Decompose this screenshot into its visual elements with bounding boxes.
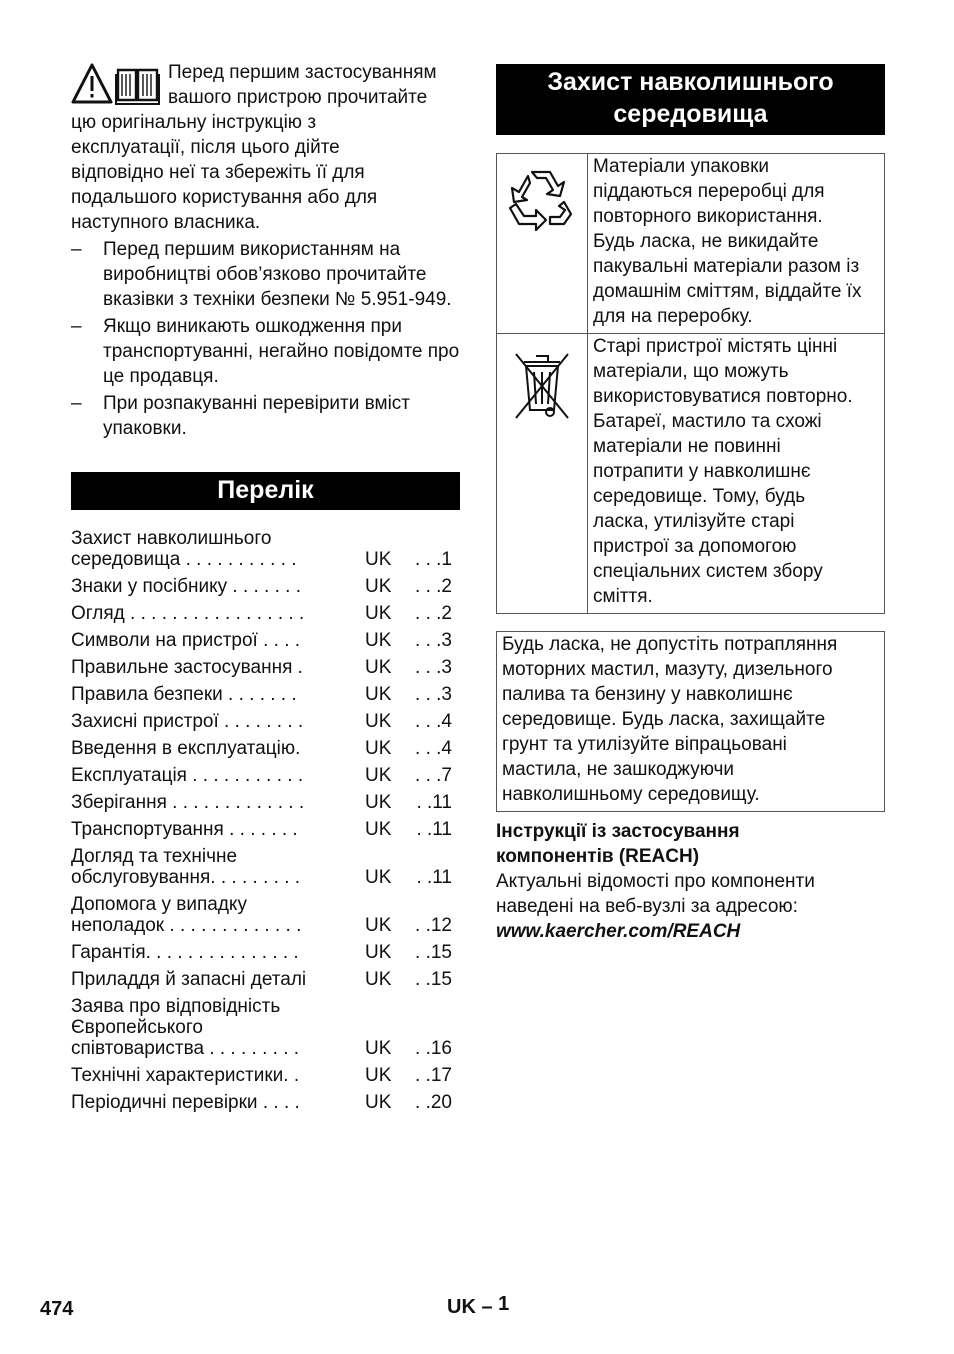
toc-entry[interactable] xyxy=(71,657,460,678)
note-line: моторних мастил, мазуту, дизельного xyxy=(502,659,833,680)
note-line: середовище. Будь ласка, захищайте xyxy=(502,709,826,730)
env-heading-line: середовища xyxy=(613,100,768,128)
toc-entry-lang: UK xyxy=(365,711,392,732)
recycle-icon xyxy=(504,164,580,234)
toc-entry-lang: UK xyxy=(365,942,392,963)
toc-entry-page: . . .4 xyxy=(415,738,452,759)
env-text-line: матеріали не повинні xyxy=(593,436,781,457)
toc-entry-page: . . .4 xyxy=(415,711,452,732)
toc-entry-title: Догляд та технічне обслуговування. . . . . . . . . xyxy=(71,846,301,888)
toc-entry-page: . .11 xyxy=(416,792,452,813)
toc-entry[interactable] xyxy=(71,684,460,705)
toc-entry-lang: UK xyxy=(365,915,392,936)
toc-entry-title: Технічні характеристики. . xyxy=(71,1065,300,1086)
bullet-dash: – xyxy=(71,316,82,337)
env-text-line: потрапити у навколишнє xyxy=(593,461,811,482)
toc-entry[interactable] xyxy=(71,969,460,990)
note-line: грунт та утилізуйте віпрацьовані xyxy=(502,734,787,755)
bullet-item xyxy=(71,237,460,312)
toc-entry[interactable] xyxy=(71,711,460,732)
warning-manual-icon xyxy=(71,62,161,106)
toc-entry-title: Правила безпеки . . . . . . . xyxy=(71,684,297,705)
intro-line: вашого пристрою прочитайте xyxy=(168,87,428,108)
toc-entry-page: . . .2 xyxy=(415,603,452,624)
env-text-line: Батареї, мастило та схожі xyxy=(593,411,822,432)
env-icon-cell xyxy=(497,154,588,334)
reach-text-line: наведені на веб-вузлі за адресою: xyxy=(496,896,798,917)
toc-entry-lang: UK xyxy=(365,1092,392,1113)
toc-entry-page: . . .2 xyxy=(415,576,452,597)
toc-entry-title: Транспортування . . . . . . . xyxy=(71,819,298,840)
toc-entry-title: Захисні пристрої . . . . . . . . xyxy=(71,711,304,732)
reach-heading-line: компонентів (REACH) xyxy=(496,846,700,867)
toc-entry[interactable] xyxy=(71,738,460,759)
toc-entry-title: Знаки у посібнику . . . . . . . xyxy=(71,576,302,597)
toc-entry-title: Огляд . . . . . . . . . . . . . . . . . xyxy=(71,603,305,624)
env-text-line: Будь ласка, не викидайте xyxy=(593,231,819,252)
env-text-line: ласка, утилізуйте старі xyxy=(593,511,795,532)
left-column xyxy=(71,60,460,443)
toc-entry-page: . .20 xyxy=(415,1092,452,1113)
env-text-line: матеріали, що можуть xyxy=(593,361,789,382)
toc-entry-page: . .12 xyxy=(415,915,452,936)
intro-line: цю оригінальну інструкцію з xyxy=(71,112,317,133)
bullet-item xyxy=(71,314,460,389)
toc-entry[interactable] xyxy=(71,765,460,786)
note-line: Будь ласка, не допустіть потрапляння xyxy=(502,634,838,655)
toc-entry-lang: UK xyxy=(365,738,392,759)
toc-entry-page: . .15 xyxy=(415,969,452,990)
toc-entry[interactable] xyxy=(71,1092,460,1113)
reach-text-line: Актуальні відомості про компоненти xyxy=(496,871,815,892)
toc-entry-title: Правильне застосування . xyxy=(71,657,303,678)
footer-lang-label: UK – xyxy=(447,1296,493,1318)
toc-entry-title: Заява про відповідність Європейського співтовариства . . . . . . . . . xyxy=(71,996,300,1059)
footer-lang-page xyxy=(447,1293,510,1319)
toc-entry-lang: UK xyxy=(365,1038,392,1059)
toc-entry-title: Приладдя й запасні деталі xyxy=(71,969,307,990)
env-text-line: для на переробку. xyxy=(593,306,753,327)
toc-entry-title: Періодичні перевірки . . . . xyxy=(71,1092,300,1113)
reach-link[interactable]: www.kaercher.com/REACH xyxy=(496,921,741,942)
env-text-line: повторного використання. xyxy=(593,206,823,227)
safety-bullet-list xyxy=(71,237,460,441)
toc-entry-title: Експлуатація . . . . . . . . . . . xyxy=(71,765,304,786)
env-text-line: Матеріали упаковки xyxy=(593,156,770,177)
note-line: палива та бензину у навколишнє xyxy=(502,684,793,705)
toc-entry-title: Символи на пристрої . . . . xyxy=(71,630,301,651)
page-number: 474 xyxy=(40,1298,74,1320)
env-text-line: домашнім сміттям, віддайте їх xyxy=(593,281,862,302)
reach-heading-line: Інструкції із застосування xyxy=(496,821,740,842)
toc-entry-page: . . .3 xyxy=(415,657,452,678)
toc-entry-title: Зберігання . . . . . . . . . . . . . xyxy=(71,792,305,813)
toc-entry-lang: UK xyxy=(365,867,392,888)
intro-line: відповідно неї та збережіть її для xyxy=(71,162,365,183)
toc-entry-lang: UK xyxy=(365,969,392,990)
toc-entry[interactable] xyxy=(71,792,460,813)
toc-entry[interactable] xyxy=(71,630,460,651)
toc-entry-lang: UK xyxy=(365,765,392,786)
env-row-packaging xyxy=(497,154,885,334)
toc-entry[interactable] xyxy=(71,528,460,570)
toc-entry[interactable] xyxy=(71,576,460,597)
toc-entry-lang: UK xyxy=(365,630,392,651)
env-row-old-devices xyxy=(497,334,885,614)
env-text-line: пакувальні матеріали разом із xyxy=(593,256,860,277)
note-line: навколишньому середовищу. xyxy=(502,784,760,805)
toc-entry-page: . . .3 xyxy=(415,630,452,651)
note-line: мастила, не зашкоджуючи xyxy=(502,759,735,780)
toc-entry-title: Гарантія. . . . . . . . . . . . . . . xyxy=(71,942,299,963)
bullet-dash: – xyxy=(71,393,82,414)
toc-entry[interactable] xyxy=(71,846,460,888)
env-table xyxy=(496,153,885,614)
toc-entry-lang: UK xyxy=(365,819,392,840)
crossed-bin-icon xyxy=(512,348,572,422)
env-text-line: пристрої за допомогою xyxy=(593,536,797,557)
intro-paragraph xyxy=(71,60,460,235)
toc-entry-title: Допомога у випадку неполадок . . . . . . . . . . . . . xyxy=(71,894,302,936)
env-text-line: Старі пристрої містять цінні xyxy=(593,336,838,357)
bullet-item xyxy=(71,391,460,441)
toc-entry[interactable] xyxy=(71,819,460,840)
intro-line: експлуатації, після цього дійте xyxy=(71,137,340,158)
oil-warning-box xyxy=(496,631,885,812)
toc-entry[interactable] xyxy=(71,894,460,936)
toc-entry-lang: UK xyxy=(365,792,392,813)
toc-entry[interactable] xyxy=(71,1065,460,1086)
toc-entry[interactable] xyxy=(71,996,460,1059)
toc-entry-lang: UK xyxy=(365,549,392,570)
env-heading-line: Захист навколишнього xyxy=(547,68,834,96)
bullet-text: Перед першим використанням на виробництві обов’язково прочитайте вказівки з техніки безпеки № 5.951-949. xyxy=(103,239,452,310)
toc-entry-lang: UK xyxy=(365,657,392,678)
toc-entry-lang: UK xyxy=(365,576,392,597)
toc-entry-page: . .11 xyxy=(416,819,452,840)
env-text-cell xyxy=(588,154,885,334)
toc-heading: Перелік xyxy=(71,472,460,510)
intro-line: Перед першим застосуванням xyxy=(168,62,437,83)
toc-entry-page: . .17 xyxy=(415,1065,452,1086)
bullet-dash: – xyxy=(71,239,82,260)
intro-line: наступного власника. xyxy=(71,212,261,233)
bullet-text: При розпакуванні перевірити вміст упаковки. xyxy=(103,393,411,439)
toc-entry-page: . . .1 xyxy=(415,549,452,570)
right-column xyxy=(496,64,885,944)
env-text-line: середовище. Тому, будь xyxy=(593,486,806,507)
toc-entry[interactable] xyxy=(71,942,460,963)
env-heading xyxy=(496,64,885,135)
toc-entry-page: . .15 xyxy=(415,942,452,963)
env-text-line: піддаються переробці для xyxy=(593,181,825,202)
env-text-line: використовуватися повторно. xyxy=(593,386,853,407)
bullet-text: Якщо виникають ошкодження при транспортуванні, негайно повідомте про це продавця. xyxy=(103,316,460,387)
toc-entry[interactable] xyxy=(71,603,460,624)
env-text-line: спеціальних систем збору xyxy=(593,561,823,582)
env-text-line: сміття. xyxy=(593,586,653,607)
toc-entry-lang: UK xyxy=(365,684,392,705)
toc-entry-lang: UK xyxy=(365,1065,392,1086)
env-text-cell xyxy=(588,334,885,614)
toc-entry-page: . . .3 xyxy=(415,684,452,705)
toc-entry-page: . .11 xyxy=(416,867,452,888)
toc-entry-lang: UK xyxy=(365,603,392,624)
footer-lang-page-number: 1 xyxy=(498,1293,510,1315)
toc-entry-page: . . .7 xyxy=(415,765,452,786)
intro-line: подальшого користування або для xyxy=(71,187,378,208)
table-of-contents xyxy=(71,528,460,1119)
reach-section xyxy=(496,819,885,944)
env-icon-cell xyxy=(497,334,588,614)
toc-entry-title: Введення в експлуатацію. xyxy=(71,738,301,759)
toc-entry-title: Захист навколишнього середовища . . . . . . . . . . . xyxy=(71,528,297,570)
toc-entry-page: . .16 xyxy=(415,1038,452,1059)
